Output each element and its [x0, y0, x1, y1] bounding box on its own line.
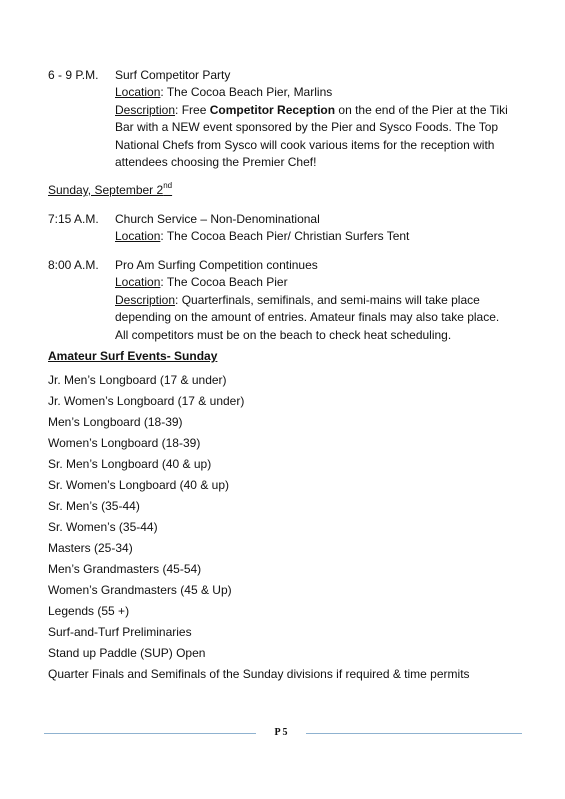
- description-text: on the end of the Pier at the Tiki: [335, 102, 508, 117]
- page-footer: [44, 725, 522, 741]
- event-body: [115, 211, 518, 246]
- event-description-line: National Chefs from Sysco will cook various items for the reception with: [115, 137, 495, 152]
- description-bold: Competitor Reception: [209, 102, 336, 117]
- event-description-line: [115, 292, 518, 309]
- division-item: Surf-and-Turf Preliminaries: [48, 625, 192, 639]
- division-item: Men’s Longboard (18-39): [48, 415, 183, 429]
- division-list: [48, 370, 470, 685]
- event-title: Church Service – Non-Denominational: [115, 212, 320, 226]
- sunday-heading: [48, 182, 172, 199]
- division-item: Masters (25-34): [48, 541, 133, 555]
- event-description-line: depending on the amount of entries. Amateur finals may also take place.: [115, 310, 500, 325]
- division-item: Sr. Women’s Longboard (40 & up): [48, 478, 229, 492]
- event-pro-am-surfing: [48, 257, 518, 344]
- division-item: Women’s Grandmasters (45 & Up): [48, 583, 232, 597]
- division-item: Sr. Men’s Longboard (40 & up): [48, 457, 212, 471]
- location-label: Location: [115, 275, 161, 290]
- event-surf-competitor-party: [48, 67, 518, 171]
- event-location: [115, 84, 518, 101]
- division-item: Women’s Longboard (18-39): [48, 436, 201, 450]
- description-text: : Quarterfinals, semifinals, and semi-mains will take place: [175, 292, 480, 307]
- event-location: [115, 228, 518, 245]
- location-label: Location: [115, 229, 161, 244]
- event-description-line: All competitors must be on the beach to check heat scheduling.: [115, 327, 452, 342]
- division-item: Men’s Grandmasters (45-54): [48, 562, 202, 576]
- location-label: Location: [115, 85, 161, 100]
- event-time: 8:00 A.M.: [48, 258, 99, 272]
- event-title: Surf Competitor Party: [115, 68, 231, 82]
- location-value: : The Cocoa Beach Pier: [160, 275, 288, 290]
- division-item: Legends (55 +): [48, 604, 130, 618]
- event-church-service: [48, 211, 518, 246]
- division-item: Jr. Women’s Longboard (17 & under): [48, 394, 245, 408]
- event-time: 7:15 A.M.: [48, 212, 99, 226]
- division-item: Stand up Paddle (SUP) Open: [48, 646, 206, 660]
- sunday-heading-text: Sunday, September 2: [48, 183, 164, 197]
- division-item: Sr. Women’s (35-44): [48, 520, 158, 534]
- event-body: [115, 257, 518, 344]
- footer-rule-left: [44, 733, 256, 734]
- page-number: P 5: [274, 727, 288, 738]
- location-value: : The Cocoa Beach Pier/ Christian Surfers Tent: [160, 229, 410, 244]
- sunday-heading-suffix: nd: [163, 181, 173, 190]
- description-pre: : Free: [175, 102, 210, 117]
- event-time: 6 - 9 P.M.: [48, 68, 99, 82]
- description-label: Description: [115, 292, 176, 307]
- description-label: Description: [115, 102, 176, 117]
- event-body: [115, 67, 518, 171]
- division-item: Quarter Finals and Semifinals of the Sunday divisions if required & time permits: [48, 667, 470, 681]
- event-location: [115, 274, 518, 291]
- amateur-section-heading: Amateur Surf Events- Sunday: [48, 349, 218, 363]
- event-description-line: attendees choosing the Premier Chef!: [115, 154, 317, 169]
- division-item: Jr. Men’s Longboard (17 & under): [48, 373, 227, 387]
- event-description-line: [115, 102, 518, 119]
- location-value: : The Cocoa Beach Pier, Marlins: [160, 85, 333, 100]
- event-title: Pro Am Surfing Competition continues: [115, 258, 318, 272]
- division-item: Sr. Men’s (35-44): [48, 499, 140, 513]
- event-description-line: Bar with a NEW event sponsored by the Pier and Sysco Foods. The Top: [115, 120, 499, 135]
- footer-rule-right: [306, 733, 522, 734]
